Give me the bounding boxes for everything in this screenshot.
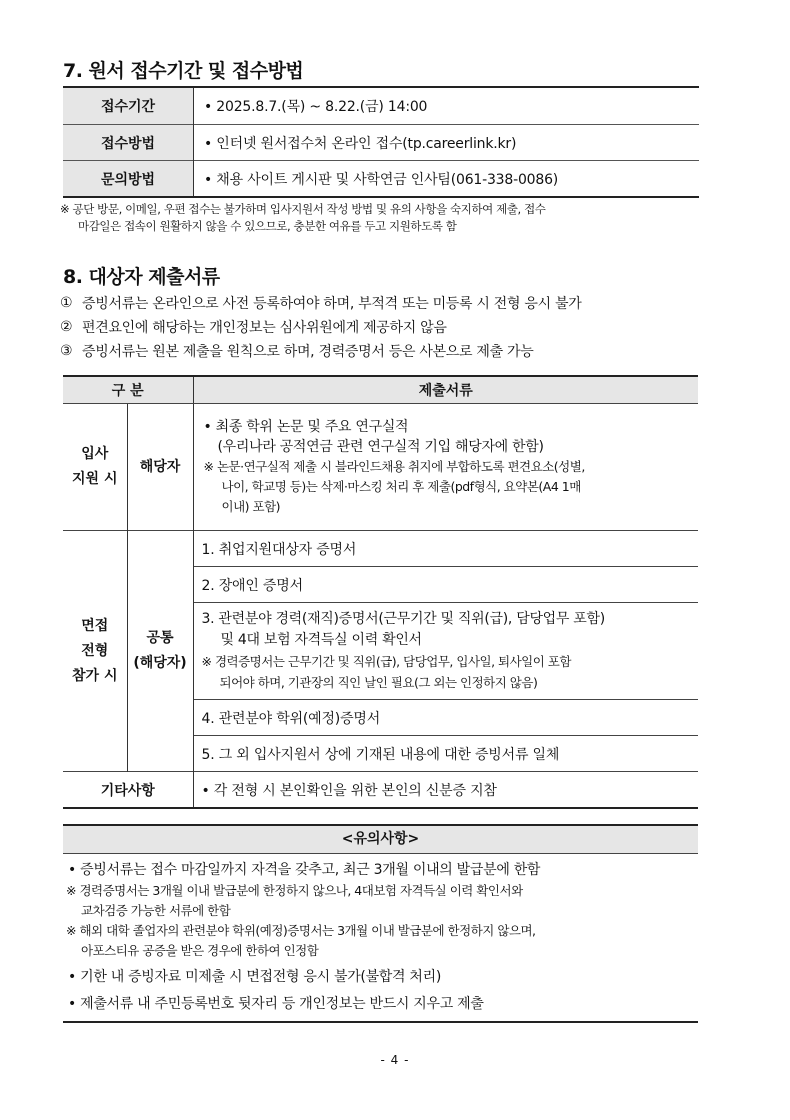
note-line: ※ 해외 대학 졸업자의 관련분야 학위(예정)증명서는 3개월 이내 발급분에 한정하지 않으며, [66, 923, 536, 938]
note-line: ※ 경력증명서는 3개월 이내 발급분에 한정하지 않으나, 4대보험 자격득실 이력 확인서와 [66, 883, 523, 898]
caution-note [66, 921, 698, 961]
page-number: - 4 - [380, 1053, 410, 1067]
documents-table [63, 375, 698, 809]
inquiry-value: • 채용 사이트 게시판 및 사학연금 인사팀(061-338-0086) [194, 161, 700, 198]
table-row [63, 125, 699, 161]
doc-line: 및 4대 보험 자격득실 이력 확인서 [220, 632, 422, 648]
requirement-list [60, 291, 710, 363]
item-text: 증빙서류는 온라인으로 사전 등록하여야 하며, 부적격 또는 미등록 시 전형 응시 불가 [82, 296, 582, 312]
interview-category [63, 531, 127, 772]
note-line: ※ 논문·연구실적 제출 시 블라인드채용 취지에 부합하도록 편견요소(성별, [203, 459, 585, 474]
category-line: 참가 시 [72, 667, 118, 684]
note-line: 이내) 포함) [221, 499, 281, 514]
application-period-table [63, 86, 699, 198]
table-row [63, 531, 698, 567]
category-line: 공통 [146, 630, 174, 646]
note-line: 나이, 학교명 등)는 삭제·마스킹 처리 후 제출(pdf형식, 요약본(A4 1매 [221, 479, 581, 494]
interview-subcategory [127, 531, 193, 772]
inquiry-label: 문의방법 [63, 161, 194, 198]
section7-note [60, 201, 702, 235]
caution-bullet: • 제출서류 내 주민등록번호 뒷자리 등 개인정보는 반드시 지우고 제출 [68, 996, 484, 1012]
doc-note [204, 457, 693, 517]
doc-line: 3. 관련분야 경력(재직)증명서(근무기간 및 직위(급), 담당업무 포함) [201, 611, 605, 627]
apply-category [63, 404, 127, 531]
category-line: 면접 [81, 617, 109, 634]
doc-line: (우리나라 공적연금 관련 연구실적 기입 해당자에 한함) [217, 439, 544, 455]
item-number: ① [60, 295, 73, 311]
document-item [193, 603, 698, 700]
header-category: 구 분 [63, 376, 193, 404]
caution-note [66, 881, 698, 921]
list-item [60, 291, 710, 315]
note-line: ※ 경력증명서는 근무기간 및 직위(급), 담당업무, 입사일, 퇴사일이 포함 [201, 654, 571, 669]
period-label: 접수기간 [63, 87, 194, 125]
table-row [63, 161, 699, 198]
table-row [63, 87, 699, 125]
header-documents: 제출서류 [193, 376, 698, 404]
table-row [63, 404, 698, 531]
caution-box [63, 824, 698, 1023]
item-text: 증빙서류는 원본 제출을 원칙으로 하며, 경력증명서 등은 사본으로 제출 가능 [82, 344, 534, 360]
note-line: 아포스티유 공증을 받은 경우에 한하여 인정함 [81, 943, 319, 958]
caution-title: <유의사항> [63, 826, 698, 854]
apply-subcategory: 해당자 [127, 404, 193, 531]
etc-value: • 각 전형 시 본인확인을 위한 본인의 신분증 지참 [193, 772, 698, 809]
section7-title: 7. 원서 접수기간 및 접수방법 [63, 60, 304, 82]
category-line: 전형 [81, 642, 109, 659]
note-line: 마감일은 접속이 원활하지 않을 수 있으므로, 충분한 여유를 두고 지원하도록 함 [78, 219, 457, 233]
table-header-row [63, 376, 698, 404]
category-line: (해당자) [133, 655, 187, 671]
item-number: ② [60, 319, 73, 335]
document-item: 4. 관련분야 학위(예정)증명서 [193, 700, 698, 736]
method-value: • 인터넷 원서접수처 온라인 접수(tp.careerlink.kr) [194, 125, 700, 161]
apply-documents [193, 404, 698, 531]
item-text: 편견요인에 해당하는 개인정보는 심사위원에게 제공하지 않음 [82, 320, 447, 336]
doc-line: • 최종 학위 논문 및 주요 연구실적 [203, 419, 409, 435]
category-line: 입사 [81, 446, 109, 462]
section8-title: 8. 대상자 제출서류 [63, 266, 220, 288]
note-line: 되어야 하며, 기관장의 직인 날인 필요(그 외는 인정하지 않음) [219, 675, 538, 690]
item-number: ③ [60, 343, 73, 359]
method-label: 접수방법 [63, 125, 194, 161]
list-item [60, 339, 710, 363]
caution-bullet: • 기한 내 증빙자료 미제출 시 면접전형 응시 불가(불합격 처리) [68, 969, 442, 985]
document-item: 5. 그 외 입사지원서 상에 기재된 내용에 대한 증빙서류 일체 [193, 736, 698, 772]
note-line: 교차검증 가능한 서류에 한함 [81, 903, 231, 918]
note-line: ※ 공단 방문, 이메일, 우편 접수는 불가하며 입사지원서 작성 방법 및 유의 사항을 숙지하여 제출, 접수 [60, 202, 546, 216]
period-value: • 2025.8.7.(목) ~ 8.22.(금) 14:00 [204, 99, 428, 115]
document-item: 2. 장애인 증명서 [193, 567, 698, 603]
etc-label: 기타사항 [63, 772, 193, 809]
document-item: 1. 취업지원대상자 증명서 [193, 531, 698, 567]
caution-body [63, 854, 698, 1021]
table-row [63, 772, 698, 809]
list-item [60, 315, 710, 339]
category-line: 지원 시 [72, 471, 118, 487]
doc-note [202, 651, 693, 693]
caution-bullet: • 증빙서류는 접수 마감일까지 자격을 갖추고, 최근 3개월 이내의 발급분에 한함 [68, 862, 541, 878]
